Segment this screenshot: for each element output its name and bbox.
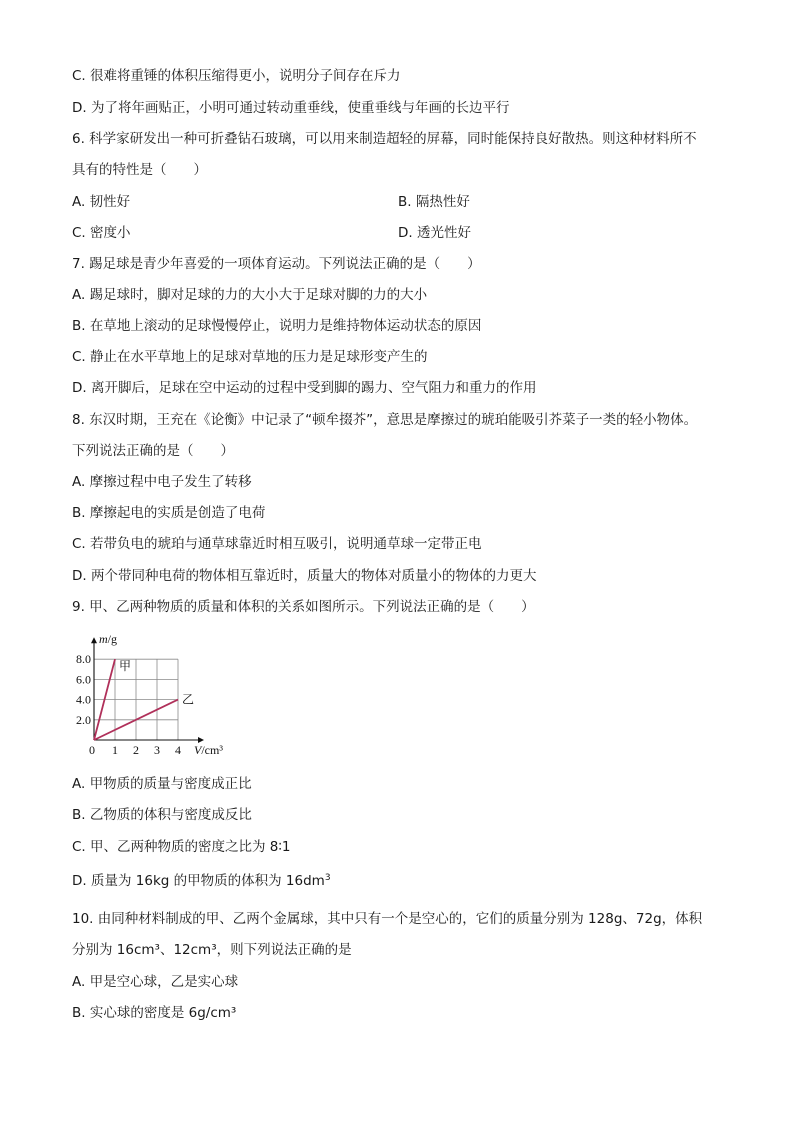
question-9-option-a: A. 甲物质的质量与密度成正比 bbox=[72, 776, 252, 792]
y-tick-label: 2.0 bbox=[76, 712, 91, 727]
option-c-previous: C. 很难将重锤的体积压缩得更小，说明分子间存在斥力 bbox=[72, 68, 401, 84]
question-10-stem: 10. 由同种材料制成的甲、乙两个金属球，其中只有一个是空心的，它们的质量分别为 128g、72g，体积 bbox=[72, 911, 703, 927]
question-9-option-d-text: D. 质量为 16kg 的甲物质的体积为 16dm bbox=[72, 873, 325, 889]
question-6-option-d: D. 透光性好 bbox=[398, 225, 471, 241]
y-tick-label: 4.0 bbox=[76, 692, 91, 707]
question-8-option-a: A. 摩擦过程中电子发生了转移 bbox=[72, 474, 252, 490]
question-9-option-c: C. 甲、乙两种物质的密度之比为 8∶1 bbox=[72, 839, 291, 855]
question-7-option-c: C. 静止在水平草地上的足球对草地的压力是足球形变产生的 bbox=[72, 349, 428, 365]
question-9-option-b: B. 乙物质的体积与密度成反比 bbox=[72, 807, 252, 823]
question-9-option-d bbox=[72, 872, 331, 890]
question-6-stem: 6. 科学家研发出一种可折叠钻石玻璃，可以用来制造超轻的屏幕，同时能保持良好散热。则这种材料所不 bbox=[72, 131, 697, 147]
series-label-jia: 甲 bbox=[119, 659, 132, 674]
question-8-option-b: B. 摩擦起电的实质是创造了电荷 bbox=[72, 505, 266, 521]
question-6-option-a: A. 韧性好 bbox=[72, 194, 131, 210]
x-axis-label: V/cm³ bbox=[194, 743, 223, 757]
x-tick-label: 1 bbox=[112, 743, 118, 757]
question-9-stem: 9. 甲、乙两种物质的质量和体积的关系如图所示。下列说法正确的是（ ） bbox=[72, 599, 535, 615]
question-8-stem-cont: 下列说法正确的是（ ） bbox=[72, 443, 234, 459]
y-axis-label: m/g bbox=[99, 632, 118, 646]
y-axis-arrow bbox=[91, 637, 97, 643]
question-7-stem: 7. 踢足球是青少年喜爱的一项体育运动。下列说法正确的是（ ） bbox=[72, 256, 481, 272]
y-tick-label: 8.0 bbox=[76, 652, 91, 667]
x-tick-label: 2 bbox=[133, 743, 139, 757]
question-6-option-b: B. 隔热性好 bbox=[398, 194, 470, 210]
question-10-option-a: A. 甲是空心球，乙是实心球 bbox=[72, 974, 239, 990]
question-8-option-c: C. 若带负电的琥珀与通草球靠近时相互吸引，说明通草球一定带正电 bbox=[72, 536, 482, 552]
series-label-yi: 乙 bbox=[182, 692, 195, 707]
y-tick-label: 6.0 bbox=[76, 672, 91, 687]
question-8-stem: 8. 东汉时期，王充在《论衡》中记录了“顿牟掇芥”，意思是摩擦过的琥珀能吸引芥菜子一类的轻小物体。 bbox=[72, 412, 698, 428]
question-7-option-b: B. 在草地上滚动的足球慢慢停止，说明力是维持物体运动状态的原因 bbox=[72, 318, 482, 334]
superscript-3: 3 bbox=[324, 873, 331, 883]
question-7-option-a: A. 踢足球时，脚对足球的力的大小大于足球对脚的力的大小 bbox=[72, 287, 428, 303]
question-8-option-d: D. 两个带同种电荷的物体相互靠近时，质量大的物体对质量小的物体的力更大 bbox=[72, 568, 537, 584]
option-d-previous: D. 为了将年画贴正，小明可通过转动重垂线，使重垂线与年画的长边平行 bbox=[72, 100, 510, 116]
question-6-option-c: C. 密度小 bbox=[72, 225, 131, 241]
origin-label: 0 bbox=[89, 743, 95, 757]
x-tick-label: 3 bbox=[154, 743, 160, 757]
question-6-stem-cont: 具有的特性是（ ） bbox=[72, 162, 207, 178]
question-10-stem-cont: 分别为 16cm³、12cm³，则下列说法正确的是 bbox=[72, 942, 352, 958]
x-tick-label: 4 bbox=[175, 743, 181, 757]
question-7-option-d: D. 离开脚后，足球在空中运动的过程中受到脚的踢力、空气阻力和重力的作用 bbox=[72, 380, 537, 396]
question-10-option-b: B. 实心球的密度是 6g/cm³ bbox=[72, 1005, 237, 1021]
mass-volume-chart bbox=[72, 628, 242, 760]
